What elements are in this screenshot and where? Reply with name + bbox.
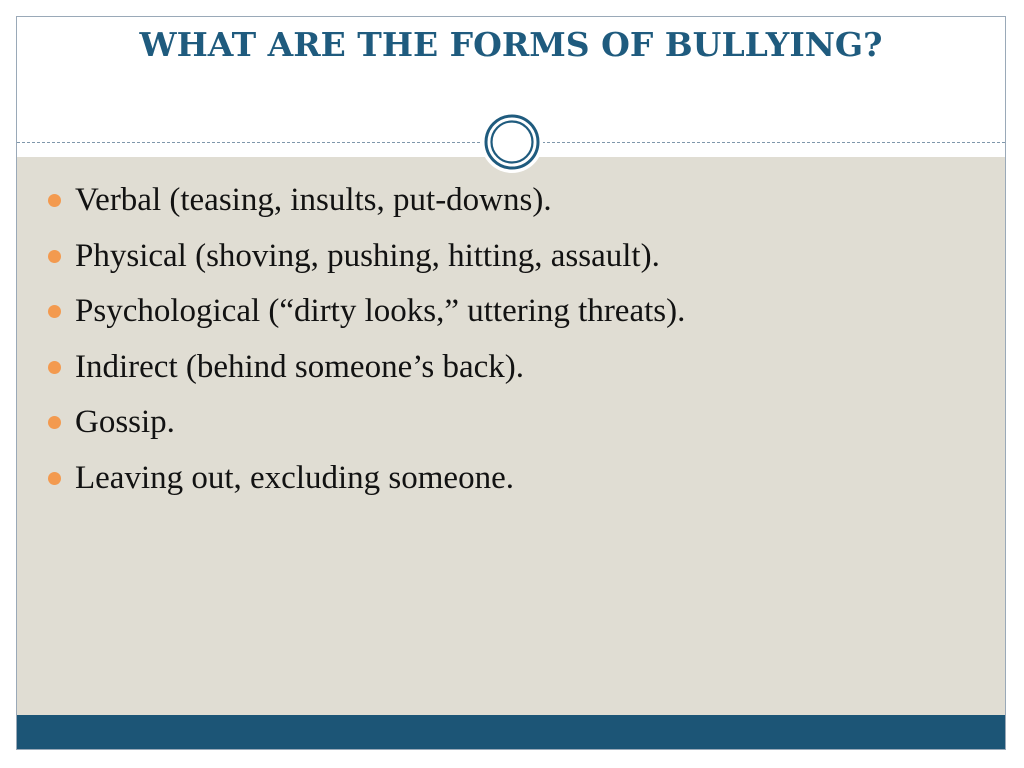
bullet-dot-icon <box>48 250 61 263</box>
bullet-dot-icon <box>48 305 61 318</box>
list-item-text: Indirect (behind someone’s back). <box>75 348 525 385</box>
bullet-dot-icon <box>48 472 61 485</box>
list-item <box>17 455 685 511</box>
slide-title: WHAT ARE THE FORMS OF BULLYING? <box>139 25 883 64</box>
footer-bar <box>17 715 1005 749</box>
list-item-text: Physical (shoving, pushing, hitting, assault). <box>75 237 660 274</box>
list-item <box>17 233 685 289</box>
list-item-text: Gossip. <box>75 404 175 440</box>
list-item <box>17 177 685 233</box>
bullet-dot-icon <box>48 194 61 207</box>
slide <box>16 16 1006 750</box>
bullet-dot-icon <box>48 361 61 374</box>
bullet-dot-icon <box>48 416 61 429</box>
list-item-text: Psychological (“dirty looks,” uttering threats). <box>75 293 686 329</box>
list-item <box>17 399 685 455</box>
list-item-text: Leaving out, excluding someone. <box>75 459 514 496</box>
list-item <box>17 344 685 400</box>
list-item <box>17 288 685 344</box>
list-item-text: Verbal (teasing, insults, put-downs). <box>75 182 552 218</box>
bullet-list <box>17 177 685 510</box>
double-circle-icon <box>481 111 543 173</box>
